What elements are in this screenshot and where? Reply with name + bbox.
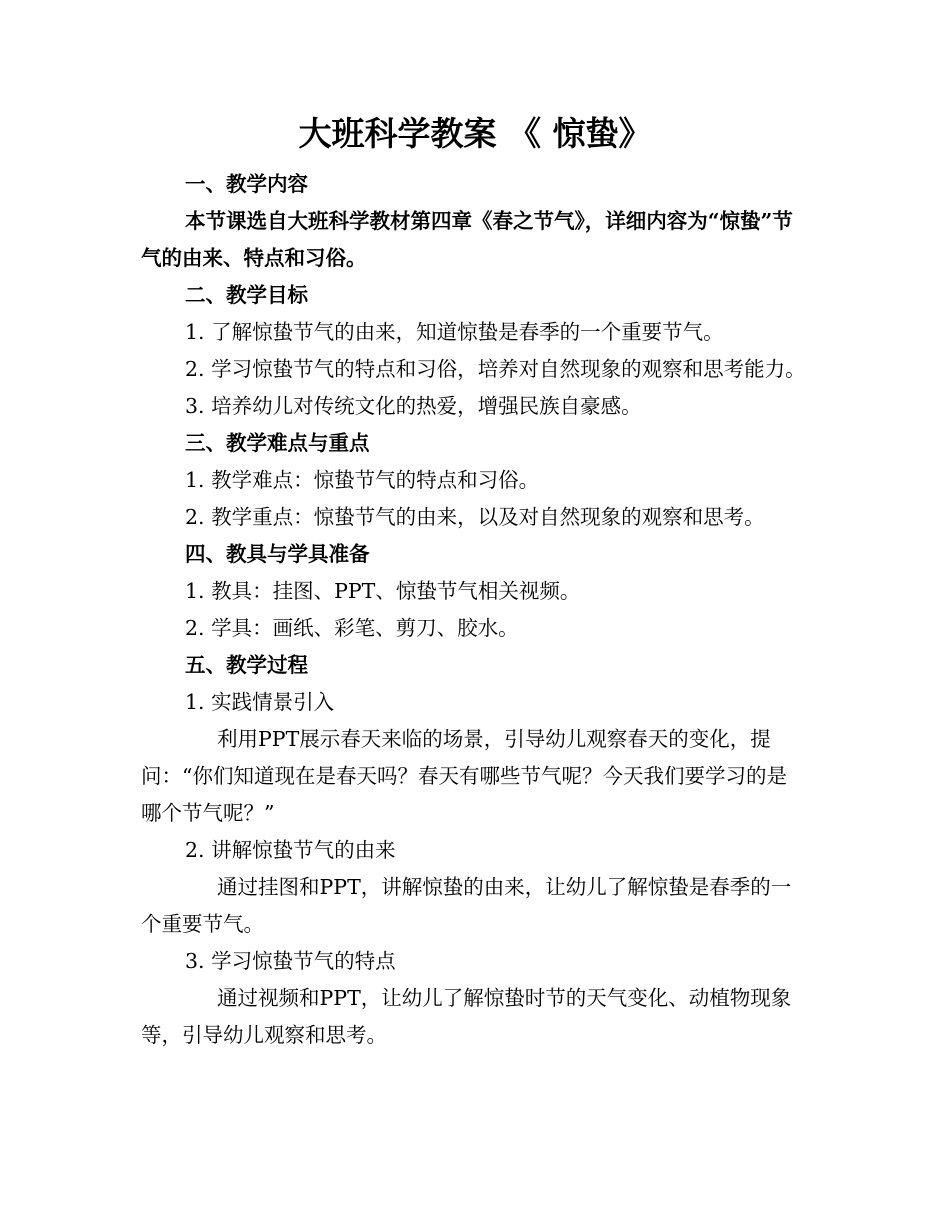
- body-paragraph: 通过挂图和PPT，讲解惊蛰的由来，让幼儿了解惊蛰是春季的一个重要节气。: [141, 875, 792, 936]
- list-item: 3. 培养幼儿对传统文化的热爱，增强民族自豪感。: [185, 394, 642, 418]
- list-item: 1. 实践情景引入: [185, 690, 335, 714]
- list-item: 1. 教学难点：惊蛰节气的特点和习俗。: [185, 468, 540, 492]
- section-heading: 二、教学目标: [185, 283, 308, 307]
- bold-paragraph: 本节课选自大班科学教材第四章《春之节气》，详细内容为“惊蛰”节气的由来、特点和习俗。: [141, 209, 793, 270]
- list-item: 2. 学具：画纸、彩笔、剪刀、胶水。: [185, 616, 519, 640]
- list-item: 2. 学习惊蛰节气的特点和习俗，培养对自然现象的观察和思考能力。: [185, 357, 806, 381]
- section-heading: 五、教学过程: [185, 653, 308, 677]
- section-heading: 一、教学内容: [185, 172, 308, 196]
- list-item: 2. 讲解惊蛰节气的由来: [185, 838, 396, 862]
- section-heading: 四、教具与学具准备: [185, 542, 370, 566]
- list-item: 2. 教学重点：惊蛰节气的由来，以及对自然现象的观察和思考。: [185, 505, 765, 529]
- list-item: 3. 学习惊蛰节气的特点: [185, 949, 396, 973]
- document-title: 大班科学教案 《 惊蛰》: [298, 114, 652, 153]
- document-body: [141, 166, 807, 1054]
- list-item: 1. 了解惊蛰节气的由来，知道惊蛰是春季的一个重要节气。: [185, 320, 724, 344]
- list-item: 1. 教具：挂图、PPT、惊蛰节气相关视频。: [185, 579, 581, 603]
- section-heading: 三、教学难点与重点: [185, 431, 370, 455]
- body-paragraph: 利用PPT展示春天来临的场景，引导幼儿观察春天的变化，提问：“你们知道现在是春天吗？春天有哪些节气呢？今天我们要学习的是哪个节气呢？”: [141, 727, 787, 825]
- body-paragraph: 通过视频和PPT，让幼儿了解惊蛰时节的天气变化、动植物现象等，引导幼儿观察和思考。: [141, 986, 792, 1047]
